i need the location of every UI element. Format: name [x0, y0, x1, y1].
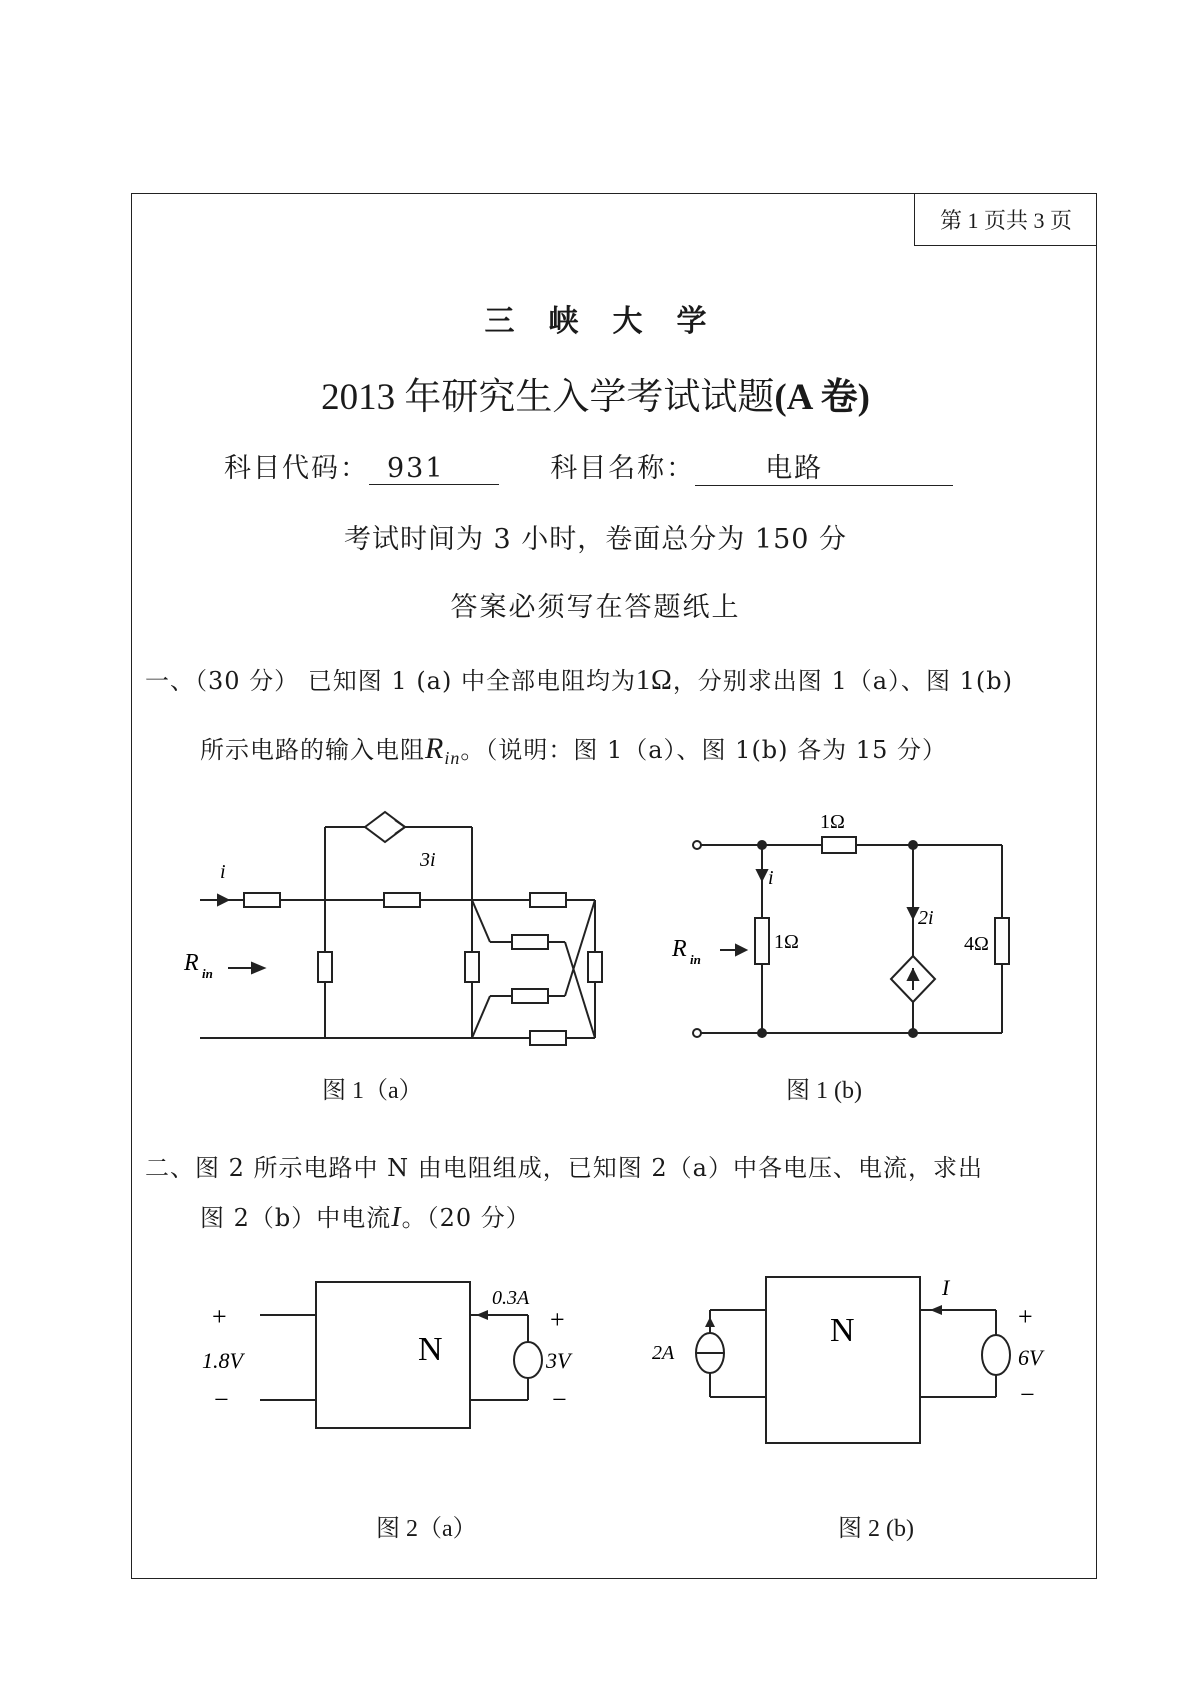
fig2b-plus-right: + [1018, 1302, 1033, 1331]
fig2a-voltage-left: 1.8V [202, 1348, 243, 1373]
fig2b-minus-right: − [1020, 1380, 1035, 1409]
fig1b-label-R: R [672, 936, 687, 962]
fig1b-label-i: i [768, 867, 774, 889]
fig1b-right-res: 4Ω [964, 933, 989, 955]
fig1a-label-R: R [184, 950, 199, 976]
fig2b-current-source: 2A [652, 1342, 675, 1364]
network-block [316, 1282, 470, 1428]
figure-2b-circuit [640, 1255, 1070, 1465]
fig2b-current-label: I [942, 1275, 950, 1300]
fig2a-minus-right: − [552, 1385, 567, 1414]
rin-symbol: R [425, 732, 445, 765]
fig2a-plus-left: + [212, 1302, 227, 1331]
exam-title [0, 366, 1191, 420]
dependent-source-icon [365, 812, 405, 842]
figure-1b-caption: 图 1 (b) [786, 1078, 862, 1104]
page-indicator: 第 1 页共 3 页 [914, 193, 1097, 246]
fig2a-plus-right: + [550, 1305, 565, 1334]
question1-line2-suffix: 。（说明：图 1（a）、图 1(b) 各为 15 分） [460, 736, 947, 764]
fig1a-label-R-sub: in [202, 966, 213, 981]
current-symbol: I [391, 1202, 402, 1233]
voltage-source-icon [982, 1335, 1010, 1375]
question1-suffix: ，分别求出图 1（a）、图 1(b) [672, 667, 1014, 695]
question2-line2-prefix: 图 2（b）中电流 [200, 1204, 392, 1232]
figure-1a-caption: 图 1（a） [322, 1078, 423, 1104]
exam-title-paper: (A 卷) [774, 377, 870, 418]
rin-subscript: in [444, 747, 461, 768]
question2-line2-suffix: 。（20 分） [401, 1204, 531, 1232]
fig2a-minus-left: − [214, 1385, 229, 1414]
network-block [766, 1277, 920, 1443]
question1-value: 1Ω [636, 665, 673, 696]
fig1b-top-res: 1Ω [820, 811, 845, 833]
university-name: 三峡大学 [484, 304, 741, 339]
question1-line2 [200, 730, 947, 769]
figure-2b-caption: 图 2 (b) [838, 1516, 914, 1542]
question2-line2 [200, 1198, 531, 1234]
fig2a-current: 0.3A [492, 1287, 530, 1309]
fig1b-label-R-sub: in [690, 952, 701, 967]
subject-name-label: 科目名称： [550, 453, 696, 484]
question1-line2-prefix: 所示电路的输入电阻 [200, 736, 425, 764]
answer-note: 答案必须写在答题纸上 [450, 592, 741, 623]
question1-prefix: 一、（30 分） 已知图 1 (a) 中全部电阻均为 [145, 667, 636, 695]
figure-2a-caption: 图 2（a） [376, 1516, 477, 1542]
exam-title-main: 2013 年研究生入学考试试题 [321, 377, 775, 418]
fig1a-label-3i: 3i [420, 849, 436, 871]
fig2b-block-label: N [830, 1312, 855, 1349]
question2-line1: 二、图 2 所示电路中 N 由电阻组成，已知图 2（a）中各电压、电流，求出 [145, 1154, 983, 1182]
figure-1b-circuit [650, 790, 1020, 1060]
subject-line [224, 446, 953, 486]
resistor [384, 893, 420, 907]
figure-1a-circuit [180, 800, 630, 1060]
figure-2a-circuit [190, 1260, 630, 1460]
subject-code-label: 科目代码： [224, 453, 369, 484]
fig1b-left-res: 1Ω [774, 931, 799, 953]
subject-code: 931 [369, 453, 499, 485]
fig2a-block-label: N [418, 1331, 443, 1368]
fig2a-source: 3V [546, 1348, 571, 1373]
fig2b-source: 6V [1018, 1345, 1043, 1370]
question1-line1 [145, 661, 1013, 697]
voltage-source-icon [514, 1342, 542, 1378]
exam-info: 考试时间为 3 小时，卷面总分为 150 分 [343, 524, 848, 555]
fig1b-label-2i: 2i [918, 907, 934, 929]
fig1a-label-i: i [220, 861, 226, 883]
resistor [244, 893, 280, 907]
subject-name: 电路 [695, 446, 953, 486]
